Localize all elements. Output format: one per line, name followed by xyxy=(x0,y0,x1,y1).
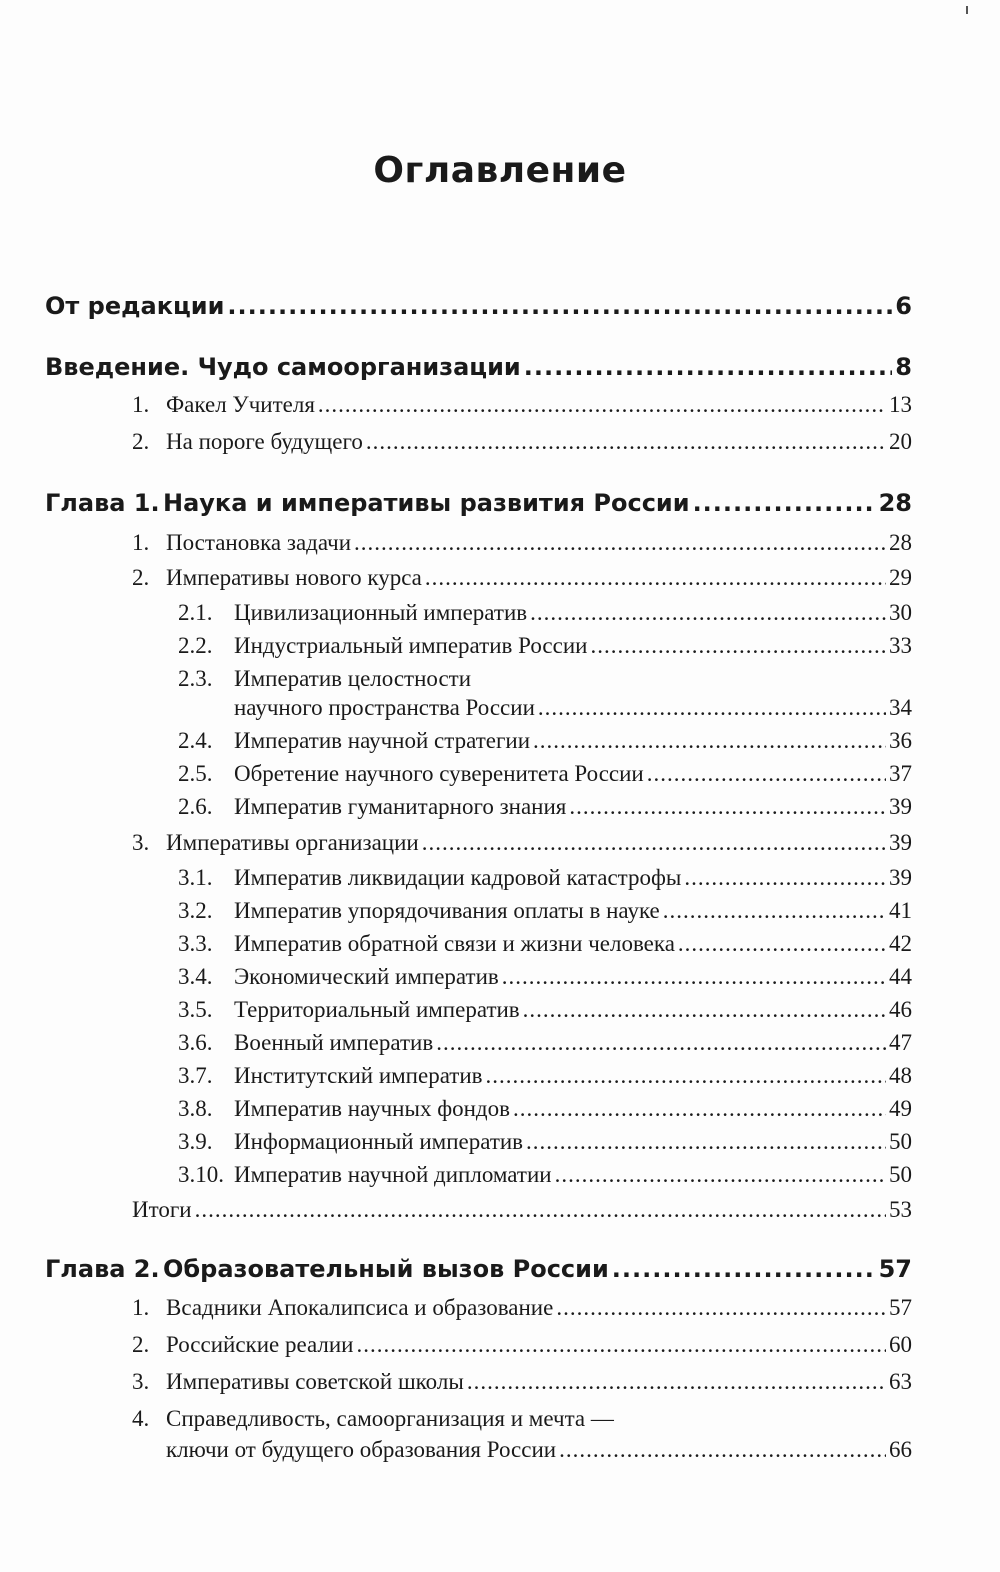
toc-entry-page: 39 xyxy=(889,830,912,855)
toc-entry-label: Итоги xyxy=(132,1197,192,1222)
toc-entry-chapter-1[interactable] xyxy=(45,489,912,517)
toc-entry-page: 49 xyxy=(889,1096,912,1121)
toc-entry[interactable] xyxy=(178,600,912,626)
toc-entry-page: 20 xyxy=(889,429,912,454)
toc-entry-number: 2.4. xyxy=(178,728,213,753)
toc-entry-page: 28 xyxy=(878,489,912,517)
toc-entry-page: 44 xyxy=(889,964,912,989)
dot-leader xyxy=(436,1030,886,1056)
toc-entry-number: 4. xyxy=(132,1406,150,1431)
toc-entry-label: Императив обратной связи и жизни человека xyxy=(234,931,675,956)
dot-leader xyxy=(502,964,886,990)
toc-entry-number: 2.1. xyxy=(178,600,213,625)
dot-leader xyxy=(533,728,886,754)
toc-entry-page: 63 xyxy=(889,1369,912,1394)
toc-entry-page: 50 xyxy=(889,1129,912,1154)
toc-entry[interactable] xyxy=(132,530,912,556)
toc-entry-number: Глава 2. xyxy=(45,1255,160,1283)
toc-entry-page: 66 xyxy=(889,1437,912,1462)
toc-entry-page: 50 xyxy=(889,1162,912,1187)
toc-entry-page: 6 xyxy=(895,292,912,320)
toc-entry-number: 3.9. xyxy=(178,1129,213,1154)
toc-entry-label: Постановка задачи xyxy=(166,530,352,555)
toc-entry[interactable] xyxy=(234,695,912,721)
toc-entry[interactable] xyxy=(132,1295,912,1321)
toc-entry-number: 3.2. xyxy=(178,898,213,923)
dot-leader xyxy=(523,997,886,1023)
dot-leader xyxy=(569,794,886,820)
dot-leader xyxy=(530,600,886,626)
toc-entry-editorial[interactable] xyxy=(45,292,912,320)
toc-entry-number: 1. xyxy=(132,1295,150,1320)
toc-entry-number: 2.2. xyxy=(178,633,213,658)
toc-entry[interactable] xyxy=(178,1129,912,1155)
dot-leader xyxy=(526,1129,886,1155)
toc-entry-label-continued: научного пространства России xyxy=(234,695,535,720)
dot-leader xyxy=(227,292,892,320)
toc-entry-page: 48 xyxy=(889,1063,912,1088)
toc-entry-label: Императивы организации xyxy=(166,830,419,855)
toc-entry-number: 3.8. xyxy=(178,1096,213,1121)
toc-entry-first-line[interactable] xyxy=(178,666,471,692)
toc-entry-page: 29 xyxy=(889,565,912,590)
toc-entry[interactable] xyxy=(178,633,912,659)
toc-entry-label: Императив научных фондов xyxy=(234,1096,510,1121)
toc-entry-page: 36 xyxy=(889,728,912,753)
toc-entry[interactable] xyxy=(178,794,912,820)
dot-leader xyxy=(318,392,886,418)
toc-entry[interactable] xyxy=(178,761,912,787)
toc-entry-page: 33 xyxy=(889,633,912,658)
toc-entry-label: Императив гуманитарного знания xyxy=(234,794,567,819)
toc-entry[interactable] xyxy=(178,997,912,1023)
dot-leader xyxy=(590,633,886,659)
toc-entry[interactable] xyxy=(132,429,912,455)
toc-entry-number: 3.7. xyxy=(178,1063,213,1088)
toc-entry-label: Индустриальный императив России xyxy=(234,633,588,658)
toc-entry-label: Цивилизационный императив xyxy=(234,600,528,625)
toc-entry[interactable] xyxy=(178,898,912,924)
dot-leader xyxy=(195,1197,886,1223)
toc-entry-label: Информационный императив xyxy=(234,1129,524,1154)
toc-entry[interactable] xyxy=(178,865,912,891)
toc-entry-label: От редакции xyxy=(45,292,225,320)
toc-entry-number: 1. xyxy=(132,530,150,555)
toc-entry[interactable] xyxy=(166,1437,912,1463)
dot-leader xyxy=(356,1332,886,1358)
dot-leader xyxy=(559,1437,886,1463)
toc-entry-label: Институтский императив xyxy=(234,1063,483,1088)
toc-entry-number: 2.5. xyxy=(178,761,213,786)
toc-entry-label: Императивы нового курса xyxy=(166,565,422,590)
toc-entry-page: 57 xyxy=(889,1295,912,1320)
toc-entry-number: 1. xyxy=(132,392,150,417)
toc-entry-page: 46 xyxy=(889,997,912,1022)
dot-leader xyxy=(663,898,886,924)
toc-entry-label: Императив целостности xyxy=(234,666,472,691)
dot-leader xyxy=(467,1369,886,1395)
toc-entry-label-continued: ключи от будущего образования России xyxy=(166,1437,557,1462)
toc-entry[interactable] xyxy=(132,1332,912,1358)
toc-entry[interactable] xyxy=(132,830,912,856)
toc-entry-page: 47 xyxy=(889,1030,912,1055)
toc-entry-page: 8 xyxy=(895,353,912,381)
toc-entry-number: 3.1. xyxy=(178,865,213,890)
toc-entry-page: 57 xyxy=(878,1255,912,1283)
toc-entry[interactable] xyxy=(132,565,912,591)
toc-entry-label: Военный императив xyxy=(234,1030,434,1055)
toc-entry[interactable] xyxy=(178,1030,912,1056)
toc-entry-label: Территориальный императив xyxy=(234,997,520,1022)
toc-entry-page: 13 xyxy=(889,392,912,417)
toc-entry-label: Всадники Апокалипсиса и образование xyxy=(166,1295,554,1320)
dot-leader xyxy=(425,565,886,591)
dot-leader xyxy=(513,1096,886,1122)
dot-leader xyxy=(366,429,886,455)
toc-entry-label: Наука и императивы развития России xyxy=(163,489,690,517)
toc-entry-page: 53 xyxy=(889,1197,912,1222)
toc-entry-label: На пороге будущего xyxy=(166,429,363,454)
toc-entry-label: Императив научной стратегии xyxy=(234,728,531,753)
toc-entry-page: 39 xyxy=(889,794,912,819)
dot-leader xyxy=(486,1063,886,1089)
toc-entry-page: 30 xyxy=(889,600,912,625)
toc-entry[interactable] xyxy=(178,728,912,754)
dot-leader xyxy=(647,761,886,787)
toc-entry-label: Императив ликвидации кадровой катастрофы xyxy=(234,865,682,890)
dot-leader xyxy=(422,830,886,856)
dot-leader xyxy=(678,931,886,957)
dot-leader xyxy=(538,695,886,721)
toc-entry-page: 34 xyxy=(889,695,912,720)
toc-entry-label: Справедливость, самоорганизация и мечта — xyxy=(166,1406,614,1431)
toc-entry-chapter-2[interactable] xyxy=(45,1255,912,1283)
toc-entry[interactable] xyxy=(178,1096,912,1122)
toc-entry[interactable] xyxy=(132,392,912,418)
dot-leader xyxy=(524,353,893,381)
toc-entry-number: 2.6. xyxy=(178,794,213,819)
toc-entry-label: Экономический императив xyxy=(234,964,499,989)
toc-entry-number: 2. xyxy=(132,1332,150,1357)
toc-entry-summary[interactable] xyxy=(132,1197,912,1223)
toc-entry-number: 3.4. xyxy=(178,964,213,989)
dot-leader xyxy=(555,1162,886,1188)
toc-entry-number: 2.3. xyxy=(178,666,213,691)
toc-entry-label: Факел Учителя xyxy=(166,392,315,417)
toc-entry-page: 37 xyxy=(889,761,912,786)
toc-entry[interactable] xyxy=(132,1369,912,1395)
toc-entry-label: Императив упорядочивания оплаты в науке xyxy=(234,898,660,923)
toc-entry[interactable] xyxy=(178,1162,912,1188)
toc-entry-number: 3.5. xyxy=(178,997,213,1022)
toc-entry-label: Императивы советской школы xyxy=(166,1369,464,1394)
toc-entry-label: Введение. Чудо самоорганизации xyxy=(45,353,521,381)
toc-entry-number: 3.6. xyxy=(178,1030,213,1055)
page-title: Оглавление xyxy=(373,150,627,191)
toc-entry-label: Образовательный вызов России xyxy=(163,1255,609,1283)
toc-entry-label: Обретение научного суверенитета России xyxy=(234,761,644,786)
toc-entry-label: Российские реалии xyxy=(166,1332,354,1357)
dot-leader xyxy=(684,865,886,891)
toc-entry[interactable] xyxy=(178,931,912,957)
toc-entry-number: 2. xyxy=(132,565,150,590)
toc-entry-number: 3.10. xyxy=(178,1162,224,1187)
toc-entry-introduction[interactable] xyxy=(45,353,912,381)
toc-entry[interactable] xyxy=(178,964,912,990)
toc-entry-page: 28 xyxy=(889,530,912,555)
toc-entry-number: Глава 1. xyxy=(45,489,160,517)
toc-entry-first-line[interactable] xyxy=(132,1406,614,1432)
toc-entry-label: Императив научной дипломатии xyxy=(234,1162,552,1187)
toc-entry-number: 3. xyxy=(132,830,150,855)
toc-entry-page: 41 xyxy=(889,898,912,923)
toc-entry-number: 3.3. xyxy=(178,931,213,956)
toc-entry[interactable] xyxy=(178,1063,912,1089)
toc-entry-number: 2. xyxy=(132,429,150,454)
dot-leader xyxy=(556,1295,886,1321)
dot-leader xyxy=(354,530,886,556)
dot-leader xyxy=(612,1255,876,1283)
toc-entry-page: 42 xyxy=(889,931,912,956)
toc-entry-number: 3. xyxy=(132,1369,150,1394)
toc-entry-page: 39 xyxy=(889,865,912,890)
dot-leader xyxy=(693,489,876,517)
toc-entry-page: 60 xyxy=(889,1332,912,1357)
